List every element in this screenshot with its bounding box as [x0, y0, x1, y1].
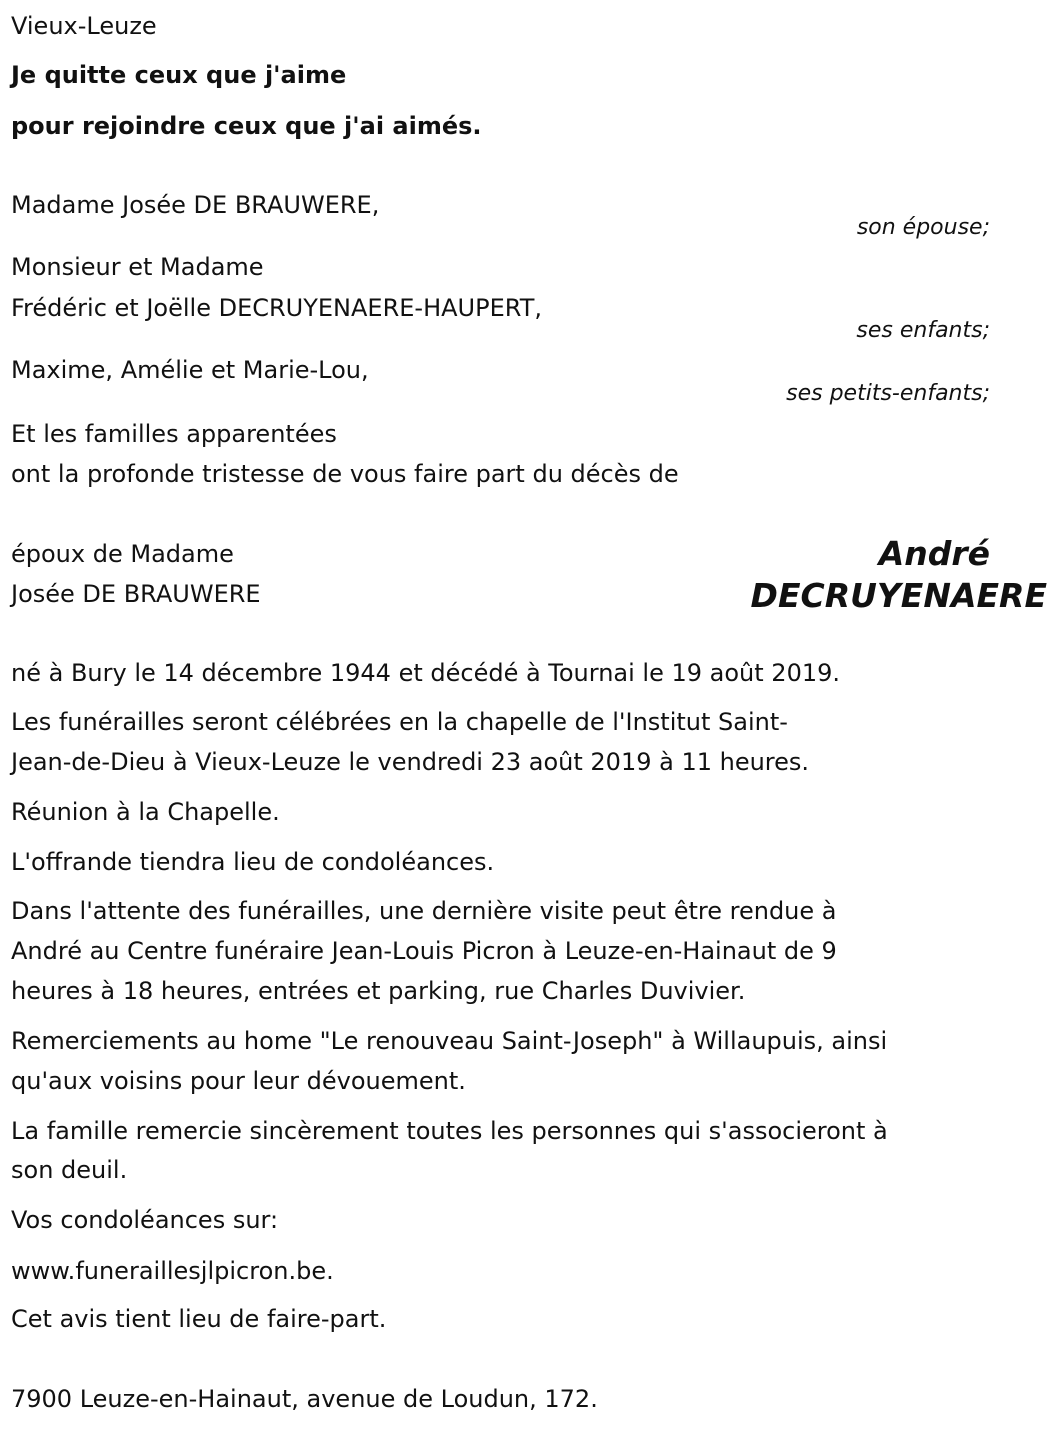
location-heading: Vieux-Leuze — [11, 12, 157, 40]
spouse-role: son épouse; — [856, 215, 990, 240]
thanks-line-2: qu'aux voisins pour leur dévouement. — [11, 1067, 466, 1095]
funeral-line-1: Les funérailles seront célébrées en la chapelle de l'Institut Saint- — [11, 708, 788, 736]
children-role: ses enfants; — [856, 318, 990, 343]
address-line: 7900 Leuze-en-Hainaut, avenue de Loudun, 172. — [11, 1385, 598, 1413]
quote-line-1: Je quitte ceux que j'aime — [11, 61, 347, 89]
grandchildren-role: ses petits-enfants; — [786, 381, 990, 406]
deceased-spouse-line-1: époux de Madame — [11, 540, 234, 568]
quote-line-2: pour rejoindre ceux que j'ai aimés. — [11, 112, 482, 140]
thanks-line-1: Remerciements au home "Le renouveau Saint-Joseph" à Willaupuis, ainsi — [11, 1027, 888, 1055]
relatives-line: Et les familles apparentées — [11, 420, 337, 448]
visit-line-1: Dans l'attente des funérailles, une dernière visite peut être rendue à — [11, 897, 837, 925]
deceased-spouse-line-2: Josée DE BRAUWERE — [11, 580, 261, 608]
funeral-line-2: Jean-de-Dieu à Vieux-Leuze le vendredi 23 août 2019 à 11 heures. — [11, 748, 810, 776]
deceased-name — [751, 533, 1047, 617]
deceased-first-name: André — [878, 534, 990, 573]
deceased-last-name: DECRUYENAERE — [750, 576, 1047, 615]
meeting-line: Réunion à la Chapelle. — [11, 798, 280, 826]
birth-death-line: né à Bury le 14 décembre 1944 et décédé à Tournai le 19 août 2019. — [11, 659, 841, 687]
children-line-2: Frédéric et Joëlle DECRUYENAERE-HAUPERT, — [11, 294, 542, 322]
children-line-1: Monsieur et Madame — [11, 253, 264, 281]
visit-line-2: André au Centre funéraire Jean-Louis Picron à Leuze-en-Hainaut de 9 — [11, 937, 837, 965]
visit-line-3: heures à 18 heures, entrées et parking, rue Charles Duvivier. — [11, 977, 746, 1005]
family-thanks-line-1: La famille remercie sincèrement toutes les personnes qui s'associeront à — [11, 1117, 888, 1145]
condolences-label: Vos condoléances sur: — [11, 1206, 279, 1234]
notice-line: Cet avis tient lieu de faire-part. — [11, 1305, 387, 1333]
website-link[interactable]: www.funeraillesjlpicron.be. — [11, 1257, 334, 1285]
family-thanks-line-2: son deuil. — [11, 1156, 128, 1184]
grandchildren-names: Maxime, Amélie et Marie-Lou, — [11, 356, 369, 384]
offering-line: L'offrande tiendra lieu de condoléances. — [11, 848, 495, 876]
announcement-line: ont la profonde tristesse de vous faire part du décès de — [11, 460, 679, 488]
spouse-name: Madame Josée DE BRAUWERE, — [11, 191, 380, 219]
